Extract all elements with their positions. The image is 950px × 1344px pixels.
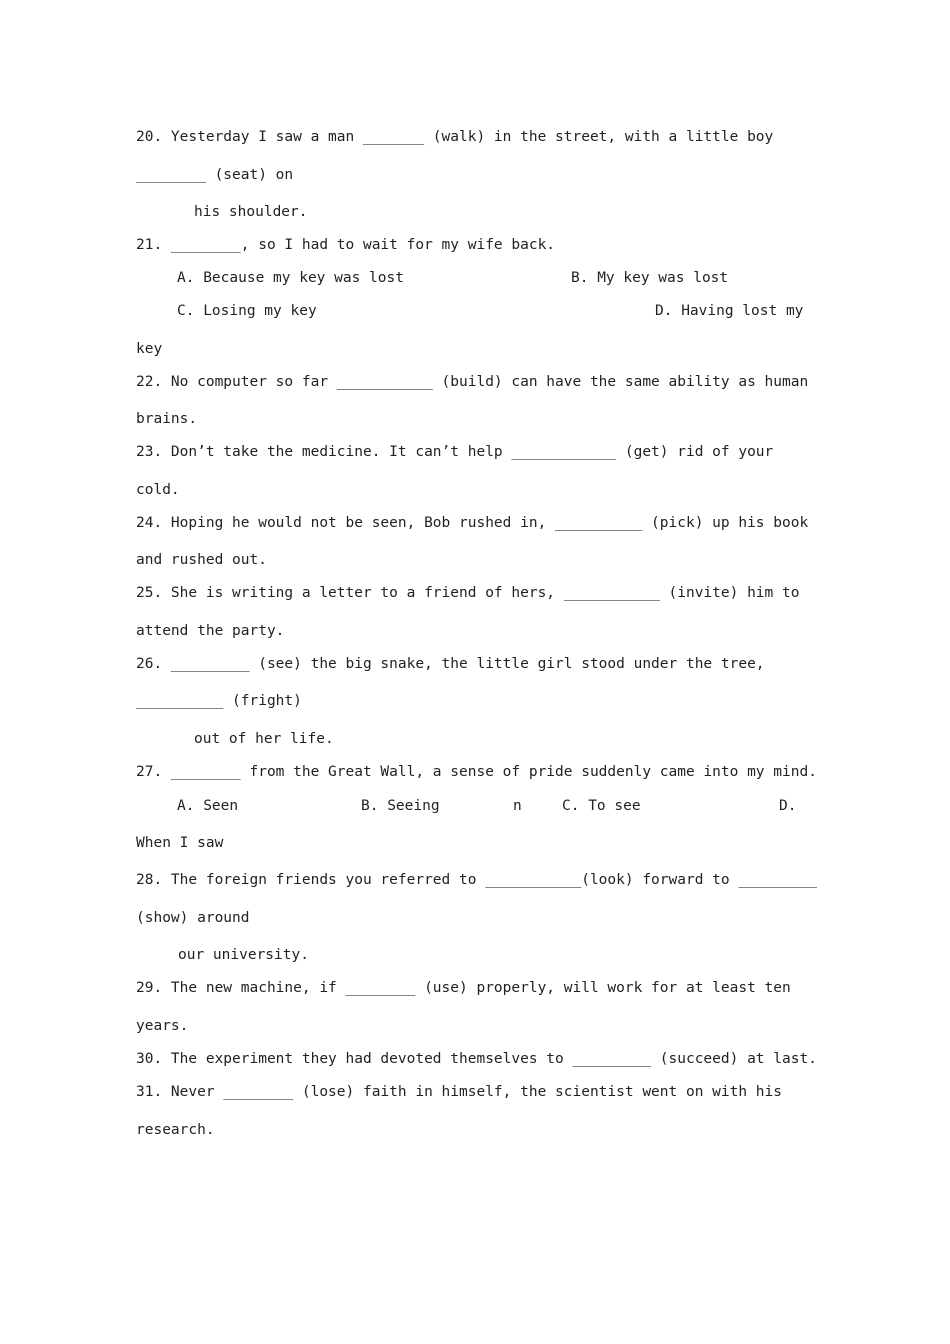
question-24-line-1: 24. Hoping he would not be seen, Bob rushed in, __________ (pick) up his book bbox=[136, 515, 809, 531]
question-21-option-c: C. Losing my key bbox=[177, 303, 317, 319]
question-25-line-2: attend the party. bbox=[136, 623, 285, 639]
question-27-stray-char: n bbox=[513, 798, 522, 814]
question-23-line-1: 23. Don’t take the medicine. It can’t help ____________ (get) rid of your bbox=[136, 444, 774, 460]
question-31-line-2: research. bbox=[136, 1122, 215, 1138]
question-29-line-2: years. bbox=[136, 1018, 189, 1034]
question-27-option-c: C. To see bbox=[562, 798, 641, 814]
question-21-option-a: A. Because my key was lost bbox=[177, 270, 404, 286]
question-20-line-1: 20. Yesterday I saw a man _______ (walk) in the street, with a little boy bbox=[136, 129, 774, 145]
question-24-line-2: and rushed out. bbox=[136, 552, 267, 568]
question-20-line-2: ________ (seat) on bbox=[136, 167, 294, 183]
question-30-line-1: 30. The experiment they had devoted themselves to _________ (succeed) at last. bbox=[136, 1051, 817, 1067]
question-23-line-2: cold. bbox=[136, 482, 180, 498]
question-27-option-d: D. bbox=[779, 798, 797, 814]
question-21-stem: 21. ________, so I had to wait for my wife back. bbox=[136, 237, 556, 253]
question-25-line-1: 25. She is writing a letter to a friend of hers, ___________ (invite) him to bbox=[136, 585, 800, 601]
question-27-option-d-cont: When I saw bbox=[136, 835, 224, 851]
question-22-line-1: 22. No computer so far ___________ (build) can have the same ability as human bbox=[136, 374, 809, 390]
question-31-line-1: 31. Never ________ (lose) faith in himself, the scientist went on with his bbox=[136, 1084, 783, 1100]
question-27-option-b: B. Seeing bbox=[361, 798, 440, 814]
question-29-line-1: 29. The new machine, if ________ (use) properly, will work for at least ten bbox=[136, 980, 791, 996]
question-22-line-2: brains. bbox=[136, 411, 198, 427]
question-21-option-d: D. Having lost my bbox=[655, 303, 804, 319]
question-21-option-b: B. My key was lost bbox=[571, 270, 729, 286]
question-26-line-1: 26. _________ (see) the big snake, the little girl stood under the tree, bbox=[136, 656, 765, 672]
question-26-line-3: out of her life. bbox=[194, 731, 334, 747]
question-21-option-d-cont: key bbox=[136, 341, 163, 357]
question-27-option-a: A. Seen bbox=[177, 798, 239, 814]
question-28-line-3: our university. bbox=[178, 947, 309, 963]
question-27-stem: 27. ________ from the Great Wall, a sense of pride suddenly came into my mind. bbox=[136, 764, 817, 780]
question-28-line-1: 28. The foreign friends you referred to ___________(look) forward to _________ bbox=[136, 872, 817, 888]
question-26-line-2: __________ (fright) bbox=[136, 693, 302, 709]
question-20-line-3: his shoulder. bbox=[194, 204, 308, 220]
question-28-line-2: (show) around bbox=[136, 910, 250, 926]
